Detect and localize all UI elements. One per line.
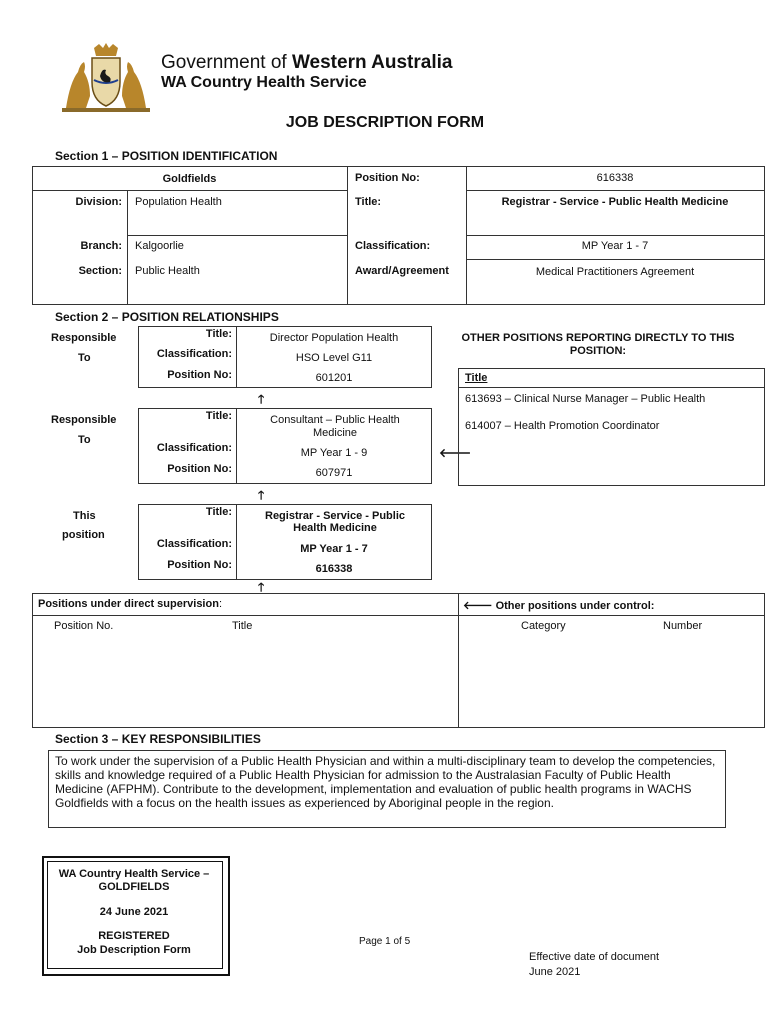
box1-title-label: Title: — [205, 328, 232, 340]
box2-position-no: 607971 — [315, 467, 353, 479]
number-column: Number — [663, 620, 703, 632]
title-label: Title: — [355, 196, 382, 208]
position-label: position — [62, 529, 105, 541]
box2-title-label: Title: — [205, 410, 232, 422]
box3-position-no: 616338 — [315, 563, 353, 575]
stamp-date: 24 June 2021 — [99, 906, 169, 918]
box3-title-label: Title: — [205, 506, 232, 518]
box3-classification: MP Year 1 - 7 — [300, 543, 368, 555]
award-value: Medical Practitioners Agreement — [535, 266, 695, 278]
section1-heading: Section 1 – POSITION IDENTIFICATION — [55, 149, 278, 163]
supervision-table — [32, 593, 765, 728]
section-value: Public Health — [135, 265, 200, 277]
region-name: Goldfields — [162, 173, 217, 185]
stamp-form: Job Description Form — [77, 944, 191, 956]
position-no-value: 616338 — [596, 172, 634, 184]
section3-heading: Section 3 – KEY RESPONSIBILITIES — [55, 732, 261, 746]
direct-supervision-label — [38, 598, 222, 610]
form-title: JOB DESCRIPTION FORM — [285, 114, 485, 131]
arrow-up-icon: 🡑 — [258, 392, 265, 406]
direct-supervision-colon: : — [218, 598, 222, 610]
stamp-line1: WA Country Health Service – — [58, 868, 210, 880]
other-title-header: Title — [465, 372, 488, 384]
responsible-label-2: Responsible — [51, 414, 117, 426]
box1-position-no: 601201 — [315, 372, 353, 384]
arrow-up-icon: 🡑 — [258, 488, 265, 502]
box2-classification-label: Classification: — [156, 442, 232, 454]
division-label: Division: — [75, 196, 122, 208]
classification-label: Classification: — [355, 240, 431, 252]
branch-value: Kalgoorlie — [135, 240, 184, 252]
title-value: Registrar - Service - Public Health Medicine — [501, 196, 729, 208]
box3-classification-label: Classification: — [156, 538, 232, 550]
box1-classification: HSO Level G11 — [295, 352, 373, 364]
division-value: Population Health — [135, 196, 222, 208]
arrow-left-icon: 🡐 — [463, 600, 493, 612]
other-control-label — [463, 598, 654, 612]
position-no-column: Position No. — [54, 620, 114, 632]
direct-supervision-text: Positions under direct supervision — [38, 598, 219, 610]
to-label-1: To — [78, 352, 91, 364]
other-control-text: Other positions under control: — [495, 600, 655, 612]
effective-date: June 2021 — [529, 966, 581, 978]
wa-government-crest — [56, 42, 156, 114]
to-label-2: To — [78, 434, 91, 446]
key-responsibilities-text: To work under the supervision of a Public Health Physician and within a multi-disciplinary team to develop the competencies, skills and knowledge required of a Public Health Physician for admission to the Australasian Faculty of Public Health Medicine (AFPHM). Contribute to the development, implementation and evaluation of public health programs in WACHS Goldfields with a focus on the health issues as experienced by Aboriginal people in the region. — [48, 750, 726, 828]
other-position-item: 613693 – Clinical Nurse Manager – Public Health — [465, 393, 706, 405]
position-no-label: Position No: — [355, 172, 420, 184]
stamp-registered: REGISTERED — [98, 930, 170, 942]
effective-date-label: Effective date of document — [529, 951, 660, 963]
service-name: WA Country Health Service — [161, 74, 367, 91]
title-column: Title — [232, 620, 253, 632]
government-title — [161, 52, 452, 73]
arrow-up-icon: 🡑 — [258, 580, 265, 594]
classification-value: MP Year 1 - 7 — [581, 240, 649, 252]
this-label: This — [73, 510, 96, 522]
award-label: Award/Agreement — [355, 265, 449, 277]
box1-title: Director Population Health — [269, 332, 399, 344]
other-position-item: 614007 – Health Promotion Coordinator — [465, 420, 660, 432]
box3-position-no-label: Position No: — [167, 559, 232, 571]
box2-classification: MP Year 1 - 9 — [300, 447, 368, 459]
branch-label: Branch: — [80, 240, 122, 252]
category-column: Category — [521, 620, 566, 632]
arrow-left-icon: 🡐 — [439, 446, 472, 460]
section-label: Section: — [78, 265, 122, 277]
government-prefix: Government of — [161, 52, 292, 73]
page-number: Page 1 of 5 — [359, 936, 411, 947]
stamp-line2: GOLDFIELDS — [98, 881, 170, 893]
other-positions-heading: OTHER POSITIONS REPORTING DIRECTLY TO THIS POSITION: — [461, 332, 735, 357]
section2-heading: Section 2 – POSITION RELATIONSHIPS — [55, 310, 279, 324]
responsible-label-1: Responsible — [51, 332, 117, 344]
box2-title: Consultant – Public Health Medicine — [270, 414, 400, 439]
box1-position-no-label: Position No: — [167, 369, 232, 381]
box1-classification-label: Classification: — [156, 348, 232, 360]
box3-title: Registrar - Service - Public Health Medicine — [265, 510, 405, 534]
box2-position-no-label: Position No: — [167, 463, 232, 475]
government-name: Western Australia — [291, 52, 453, 73]
